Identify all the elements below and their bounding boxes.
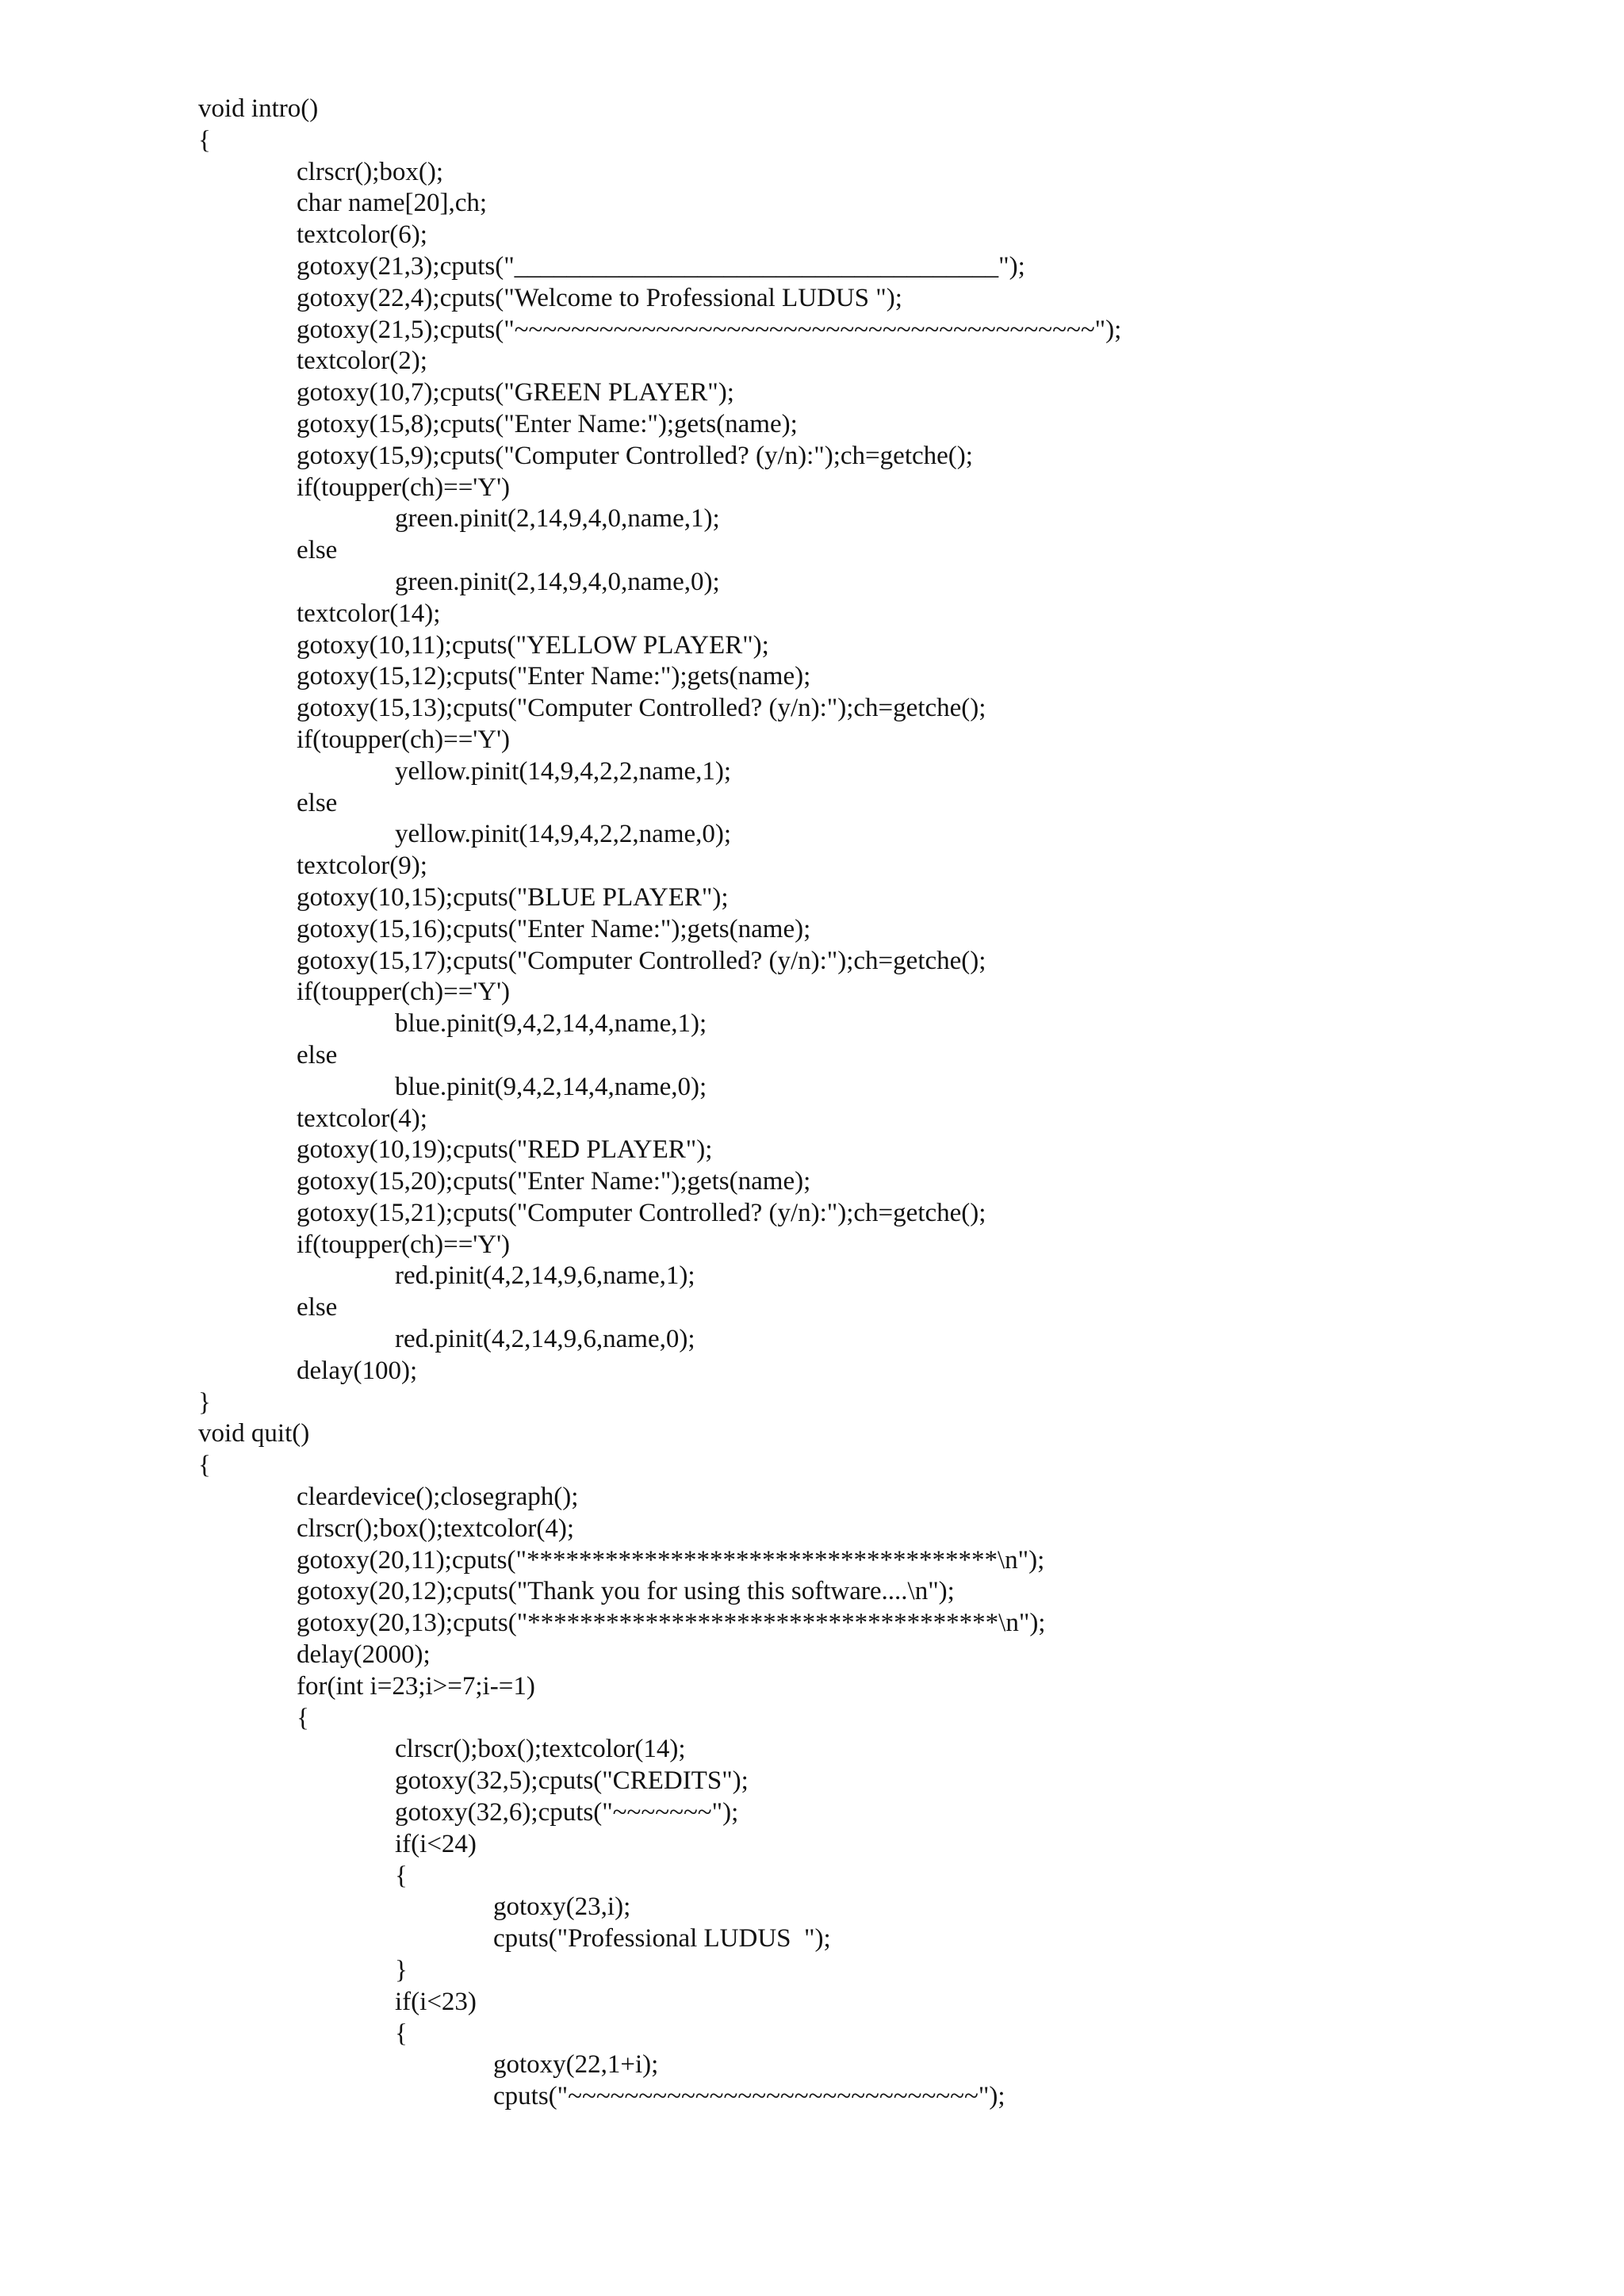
code-line: { <box>395 2019 408 2048</box>
code-line: red.pinit(4,2,14,9,6,name,0); <box>395 1325 695 1354</box>
code-line: if(toupper(ch)=='Y') <box>297 725 511 754</box>
code-line: if(toupper(ch)=='Y') <box>297 1230 511 1259</box>
code-line: gotoxy(22,1+i); <box>493 2050 659 2080</box>
code-line: if(i<24) <box>395 1829 477 1858</box>
code-line: cputs("Professional LUDUS "); <box>493 1924 831 1954</box>
code-line: if(toupper(ch)=='Y') <box>297 473 511 502</box>
code-line: if(toupper(ch)=='Y') <box>297 978 511 1007</box>
source-code-listing <box>198 94 1121 2113</box>
code-line: else <box>297 1040 338 1070</box>
code-line: gotoxy(10,19);cputs("RED PLAYER"); <box>297 1135 713 1165</box>
code-line: gotoxy(32,5);cputs("CREDITS"); <box>395 1766 749 1796</box>
code-line: gotoxy(21,3);cputs("_____________________________________"); <box>297 251 1025 281</box>
code-line: gotoxy(23,i); <box>493 1892 631 1922</box>
code-line: { <box>395 1861 408 1890</box>
code-line: gotoxy(10,7);cputs("GREEN PLAYER"); <box>297 378 734 408</box>
code-line: gotoxy(22,4);cputs("Welcome to Professional LUDUS "); <box>297 283 902 312</box>
code-line: else <box>297 536 338 565</box>
code-line: else <box>297 788 338 817</box>
code-line: gotoxy(32,6);cputs("~~~~~~~"); <box>395 1798 739 1827</box>
code-line: if(i<23) <box>395 1987 477 2016</box>
code-line: gotoxy(10,15);cputs("BLUE PLAYER"); <box>297 882 729 912</box>
code-line: gotoxy(15,13);cputs("Computer Controlled? (y/n):");ch=getche(); <box>297 694 986 723</box>
code-line: { <box>198 1451 211 1480</box>
code-line: textcolor(9); <box>297 851 427 881</box>
code-line: gotoxy(10,11);cputs("YELLOW PLAYER"); <box>297 630 769 660</box>
code-line: textcolor(6); <box>297 220 427 250</box>
code-line: gotoxy(20,13);cputs("************************************\n"); <box>297 1609 1046 1638</box>
code-line: for(int i=23;i>=7;i-=1) <box>297 1671 535 1701</box>
code-line: delay(2000); <box>297 1640 431 1670</box>
code-line: green.pinit(2,14,9,4,0,name,1); <box>395 504 720 534</box>
code-line: gotoxy(21,5);cputs("~~~~~~~~~~~~~~~~~~~~~~~~~~~~~~~~~~~~~~~~~"); <box>297 315 1122 344</box>
code-line: } <box>198 1387 211 1417</box>
code-line: gotoxy(15,17);cputs("Computer Controlled? (y/n):");ch=getche(); <box>297 946 986 975</box>
code-line: gotoxy(15,8);cputs("Enter Name:");gets(name); <box>297 409 798 438</box>
code-line: clrscr();box();textcolor(4); <box>297 1513 575 1543</box>
code-line: clrscr();box(); <box>297 157 444 186</box>
code-line: else <box>297 1293 338 1322</box>
code-line: blue.pinit(9,4,2,14,4,name,1); <box>395 1009 707 1039</box>
code-line: gotoxy(15,12);cputs("Enter Name:");gets(name); <box>297 662 811 691</box>
code-line: gotoxy(20,11);cputs("************************************\n"); <box>297 1545 1045 1575</box>
code-line: void intro() <box>198 94 319 123</box>
code-line: red.pinit(4,2,14,9,6,name,1); <box>395 1261 695 1291</box>
code-line: delay(100); <box>297 1356 418 1385</box>
code-line: textcolor(2); <box>297 346 427 376</box>
code-line: textcolor(4); <box>297 1104 427 1133</box>
code-line: yellow.pinit(14,9,4,2,2,name,0); <box>395 820 732 849</box>
code-line: cleardevice();closegraph(); <box>297 1483 579 1512</box>
code-line: gotoxy(15,9);cputs("Computer Controlled? (y/n):");ch=getche(); <box>297 441 973 470</box>
code-line: gotoxy(15,16);cputs("Enter Name:");gets(name); <box>297 914 811 943</box>
code-line: gotoxy(20,12);cputs("Thank you for using this software....\n"); <box>297 1577 955 1606</box>
code-line: void quit() <box>198 1419 310 1448</box>
code-line: } <box>395 1956 408 1985</box>
code-line: { <box>297 1703 309 1732</box>
code-line: clrscr();box();textcolor(14); <box>395 1735 686 1764</box>
code-line: yellow.pinit(14,9,4,2,2,name,1); <box>395 756 732 786</box>
code-line: blue.pinit(9,4,2,14,4,name,0); <box>395 1072 707 1101</box>
code-line: { <box>198 125 211 155</box>
code-line: cputs("~~~~~~~~~~~~~~~~~~~~~~~~~~~~~"); <box>493 2082 1005 2111</box>
code-line: green.pinit(2,14,9,4,0,name,0); <box>395 567 720 596</box>
code-line: textcolor(14); <box>297 599 441 628</box>
code-line: char name[20],ch; <box>297 189 488 218</box>
code-line: gotoxy(15,21);cputs("Computer Controlled? (y/n):");ch=getche(); <box>297 1198 986 1227</box>
code-line: gotoxy(15,20);cputs("Enter Name:");gets(name); <box>297 1167 811 1196</box>
